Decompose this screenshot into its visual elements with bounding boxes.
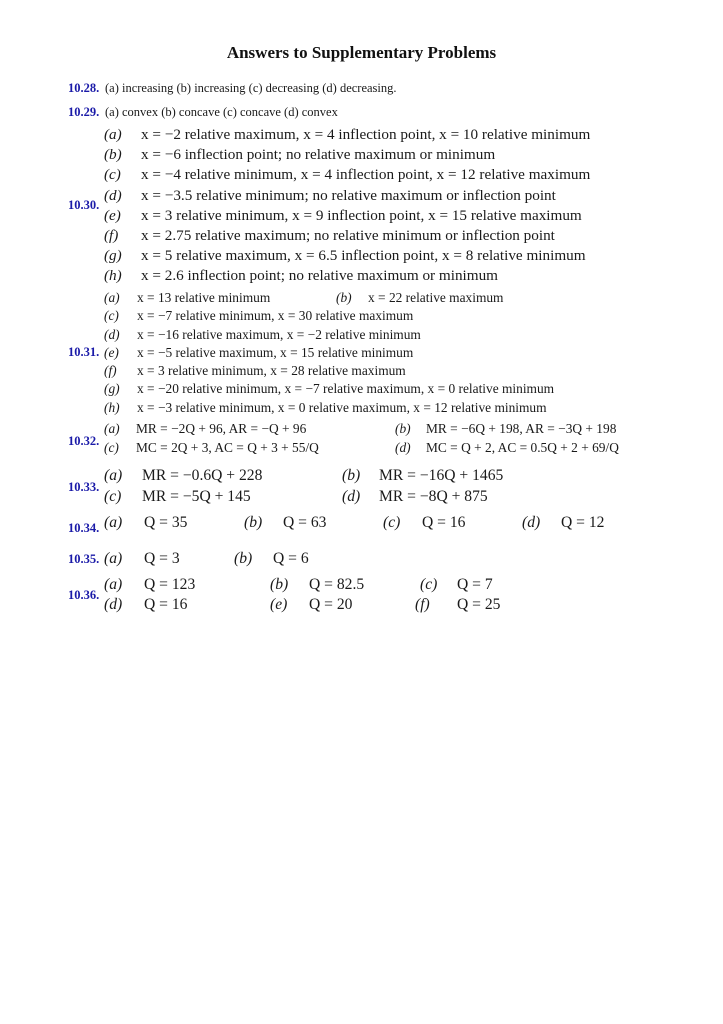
part-text: x = 22 relative maximum (368, 290, 504, 305)
part-label: (b) (270, 576, 289, 593)
problem-number-10-32: 10.32. (68, 434, 100, 448)
part-label: (b) (336, 290, 352, 305)
part-text: x = −4 relative minimum, x = 4 inflection point, x = 12 relative maximum (141, 166, 591, 184)
part-text: x = −5 relative maximum, x = 15 relative minimum (137, 344, 414, 360)
part-text: x = 3 relative minimum, x = 9 inflection point, x = 15 relative maximum (141, 206, 582, 224)
part-label: (c) (104, 439, 119, 455)
part-label: (g) (104, 247, 122, 265)
part-label: (c) (383, 514, 401, 531)
part-text: Q = 82.5 (309, 576, 365, 593)
part-label: (d) (104, 186, 122, 204)
part-text: Q = 16 (144, 596, 188, 613)
part-text: MR = −0.6Q + 228 (142, 467, 263, 484)
part-text: x = 2.6 inflection point; no relative maximum or minimum (141, 267, 498, 285)
part-label: (a) (104, 576, 123, 593)
part-text: MR = −8Q + 875 (379, 488, 488, 505)
part-text: MR = −2Q + 96, AR = −Q + 96 (136, 421, 307, 436)
part-label: (a) (104, 290, 120, 305)
part-label: (e) (104, 344, 119, 360)
problem-number-10-29: 10.29. (68, 105, 100, 119)
part-label: (h) (104, 267, 122, 285)
part-text: x = −20 relative minimum, x = −7 relative maximum, x = 0 relative minimum (137, 381, 555, 397)
part-label: (g) (104, 381, 120, 397)
part-text: Q = 7 (457, 576, 493, 593)
part-text: Q = 3 (144, 550, 180, 567)
part-label: (a) (104, 421, 120, 436)
part-text: Q = 16 (422, 514, 466, 531)
part-text: MR = −5Q + 145 (142, 488, 251, 505)
part-label: (c) (104, 488, 122, 505)
part-label: (f) (104, 363, 117, 379)
problem-number-10-36: 10.36. (68, 588, 100, 602)
part-label: (a) (104, 126, 122, 143)
part-label: (d) (104, 326, 120, 342)
part-text: x = 13 relative minimum (137, 290, 271, 305)
problem-number-10-33: 10.33. (68, 480, 100, 494)
part-text: MR = −6Q + 198, AR = −3Q + 198 (426, 421, 617, 436)
part-text: MC = 2Q + 3, AC = Q + 3 + 55/Q (136, 439, 319, 455)
part-label: (d) (342, 488, 361, 505)
part-text: x = −7 relative minimum, x = 30 relative maximum (137, 308, 414, 324)
part-label: (c) (420, 576, 438, 593)
part-text: x = 3 relative minimum, x = 28 relative maximum (137, 363, 406, 379)
part-text: x = 2.75 relative maximum; no relative minimum or inflection point (141, 226, 555, 244)
part-label: (b) (104, 146, 122, 164)
part-label: (a) (104, 550, 123, 567)
part-text: Q = 35 (144, 514, 188, 531)
part-label: (e) (270, 596, 288, 613)
part-text: x = −3 relative minimum, x = 0 relative maximum, x = 12 relative minimum (137, 399, 547, 415)
part-text: MC = Q + 2, AC = 0.5Q + 2 + 69/Q (426, 439, 619, 455)
part-text: MR = −16Q + 1465 (379, 467, 504, 484)
part-text: x = −16 relative maximum, x = −2 relative minimum (137, 326, 421, 342)
problem-number-10-35: 10.35. (68, 552, 100, 566)
part-text: x = 5 relative maximum, x = 6.5 inflection point, x = 8 relative minimum (141, 247, 586, 265)
part-text: x = −2 relative maximum, x = 4 inflection point, x = 10 relative minimum (141, 126, 591, 143)
part-label: (d) (522, 514, 541, 531)
answer-10-28: (a) increasing (b) increasing (c) decreasing (d) decreasing. (105, 81, 397, 95)
part-label: (a) (104, 467, 123, 484)
part-label: (b) (395, 421, 411, 436)
answer-10-29: (a) convex (b) concave (c) concave (d) convex (105, 105, 338, 119)
part-text: Q = 63 (283, 514, 327, 531)
problem-number-10-30: 10.30. (68, 198, 100, 212)
part-label: (h) (104, 399, 120, 415)
part-text: Q = 12 (561, 514, 605, 531)
part-label: (f) (104, 226, 119, 244)
part-text: x = −3.5 relative minimum; no relative maximum or inflection point (141, 186, 556, 204)
part-text: Q = 20 (309, 596, 353, 613)
part-label: (a) (104, 514, 123, 531)
part-label: (f) (415, 596, 430, 613)
part-label: (d) (395, 439, 411, 455)
part-text: Q = 123 (144, 576, 196, 593)
part-label: (e) (104, 206, 121, 224)
part-text: Q = 25 (457, 596, 501, 613)
part-label: (d) (104, 596, 123, 613)
part-label: (b) (244, 514, 263, 531)
part-label: (b) (234, 550, 253, 567)
problem-number-10-34: 10.34. (68, 521, 100, 535)
page-title: Answers to Supplementary Problems (226, 43, 497, 62)
part-label: (c) (104, 166, 121, 184)
part-label: (b) (342, 467, 361, 484)
problem-number-10-31: 10.31. (68, 345, 100, 359)
part-label: (c) (104, 308, 119, 324)
part-text: Q = 6 (273, 550, 309, 567)
part-text: x = −6 inflection point; no relative maximum or minimum (141, 146, 496, 164)
problem-number-10-28: 10.28. (68, 81, 100, 95)
